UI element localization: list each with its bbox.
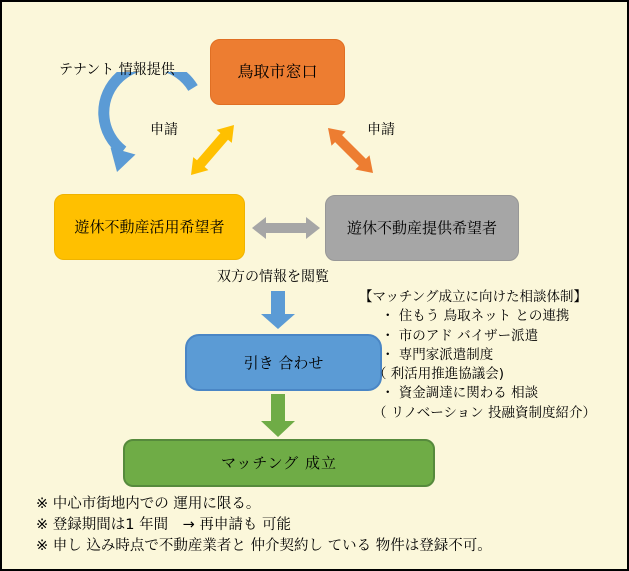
view-info-down-arrow-icon bbox=[261, 290, 295, 330]
footnote: ※ 登録期間は1 年間 → 再申請も 可能 bbox=[36, 517, 291, 533]
consultation-item: （ 利活用推進協議会) bbox=[373, 366, 505, 383]
label-tenant-info: テナント 情報提供 bbox=[59, 62, 175, 78]
consultation-panel bbox=[359, 288, 627, 423]
node-matching bbox=[123, 439, 435, 487]
node-city-window bbox=[210, 39, 345, 105]
consultation-item: （ リノベーション 投融資制度紹介） bbox=[373, 404, 596, 421]
consultation-item: ・ 住もう 鳥取ネット との連携 bbox=[381, 308, 570, 325]
label-view-both-info: 双方の情報を閲覧 bbox=[217, 269, 329, 285]
exchange-double-arrow-icon bbox=[250, 212, 322, 244]
node-provide-applicant-label: 遊休不動産提供希望者 bbox=[346, 219, 497, 237]
node-introduction bbox=[185, 334, 382, 391]
label-apply-left: 申請 bbox=[150, 122, 178, 138]
node-use-applicant-label: 遊休不動産活用希望者 bbox=[74, 218, 225, 236]
footnote: ※ 中心市街地内での 運用に限る。 bbox=[36, 496, 261, 512]
node-city-window-label: 鳥取市窓口 bbox=[237, 62, 318, 82]
consultation-panel-title: 【マッチング成立に向けた相談体制】 bbox=[359, 289, 588, 305]
consultation-item: ・ 資金調達に関わる 相談 bbox=[381, 385, 539, 402]
node-provide-applicant bbox=[325, 195, 519, 261]
apply-double-arrow-yellow-icon bbox=[183, 117, 243, 183]
label-apply-right: 申請 bbox=[367, 122, 395, 138]
footnote: ※ 申し 込み時点で不動産業者と 仲介契約し ている 物件は登録不可。 bbox=[36, 538, 492, 554]
node-introduction-label: 引き 合わせ bbox=[243, 353, 324, 372]
node-use-applicant bbox=[54, 194, 245, 260]
consultation-item: ・ 市のアド バイザー派遣 bbox=[381, 327, 539, 344]
node-matching-label: マッチング 成立 bbox=[220, 454, 338, 472]
footnotes bbox=[36, 494, 616, 557]
consultation-item: ・ 専門家派遣制度 bbox=[381, 346, 494, 363]
to-matching-down-arrow-icon bbox=[261, 394, 295, 438]
